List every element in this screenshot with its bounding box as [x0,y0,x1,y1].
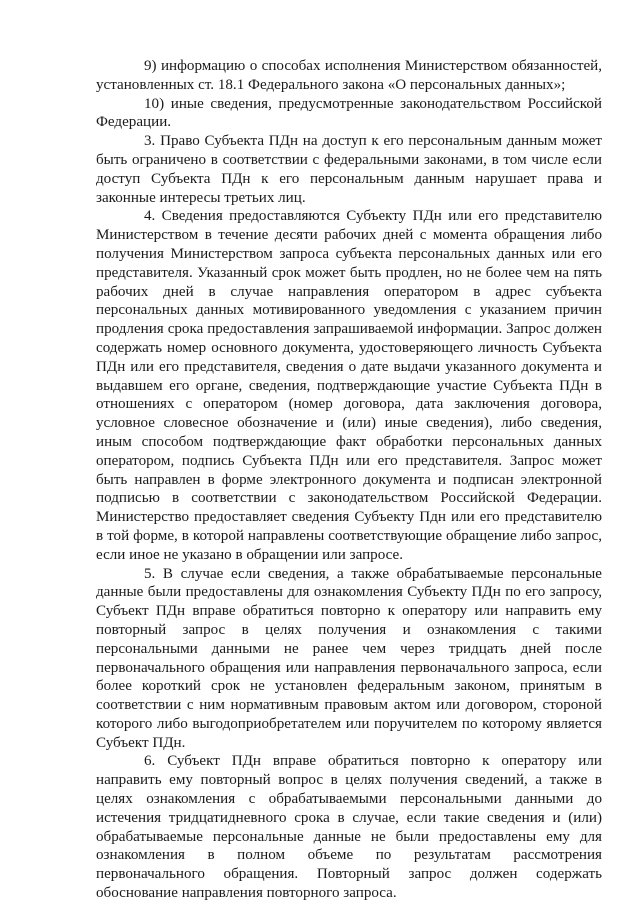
document-body [96,57,602,903]
paragraph-5: 5. В случае если сведения, а также обрабатываемые персональные данные были предоставлены для ознакомления Субъекту ПДн по его запросу, Субъект ПДн вправе обратиться повторно к оператору или направить ему повторный запрос в целях получения и ознакомления с такими персональными данными не ранее чем через тридцать дней после первоначального обращения или направления первоначального запроса, если более короткий срок не установлен федеральным законом, принятым в соответствии с ним нормативным правовым актом или договором, стороной которого либо выгодоприобретателем или поручителем по которому является Субъект ПДн. [96,565,602,751]
paragraph-item-10: 10) иные сведения, предусмотренные законодательством Российской Федерации. [96,95,602,131]
paragraph-3: 3. Право Субъекта ПДн на доступ к его персональным данным может быть ограничено в соответствии с федеральными законами, в том числе если доступ Субъекта ПДн к его персональным данным нарушает права и законные интересы третьих лиц. [96,133,602,206]
paragraph-4: 4. Сведения предоставляются Субъекту ПДн или его представителю Министерством в течение десяти рабочих дней с момента обращения либо получения Министерством запроса субъекта персональных данных или его представителя. Указанный срок может быть продлен, но не более чем на пять рабочих дней в случае направления оператором в адрес субъекта персональных данных мотивированного уведомления с указанием причин продления срока предоставления запрашиваемой информации. Запрос должен содержать номер основного документа, удостоверяющего личность Субъекта ПДн или его представителя, сведения о дате выдачи указанного документа и выдавшем его органе, сведения, подтверждающие участие Субъекта ПДн в отношениях с оператором (номер договора, дата заключения договора, условное словесное обозначение и (или) иные сведения), либо сведения, иным способом подтверждающие факт обработки персональных данных оператором, подпись Субъекта ПДн или его представителя. Запрос может быть направлен в форме электронного документа и подписан электронной подписью в соответствии с законодательством Российской Федерации. Министерство предоставляет сведения Субъекту Пдн или его представителю в той форме, в которой направлены соответствующие обращение либо запрос, если иное не указано в обращении или запросе. [96,208,602,563]
paragraph-6: 6. Субъект ПДн вправе обратиться повторно к оператору или направить ему повторный вопрос в целях получения сведений, а также в целях ознакомления с обрабатываемыми персональными данными до истечения тридцатидневного срока в случае, если такие сведения и (или) обрабатываемые персональные данные не были предоставлены ему для ознакомления в полном объеме по результатам рассмотрения первоначального обращения. Повторный запрос должен содержать обоснование направления повторного запроса. [96,753,602,902]
paragraph-item-9: 9) информацию о способах исполнения Министерством обязанностей, установленных ст. 18.1 Федерального закона «О персональных данных»; [96,58,602,93]
